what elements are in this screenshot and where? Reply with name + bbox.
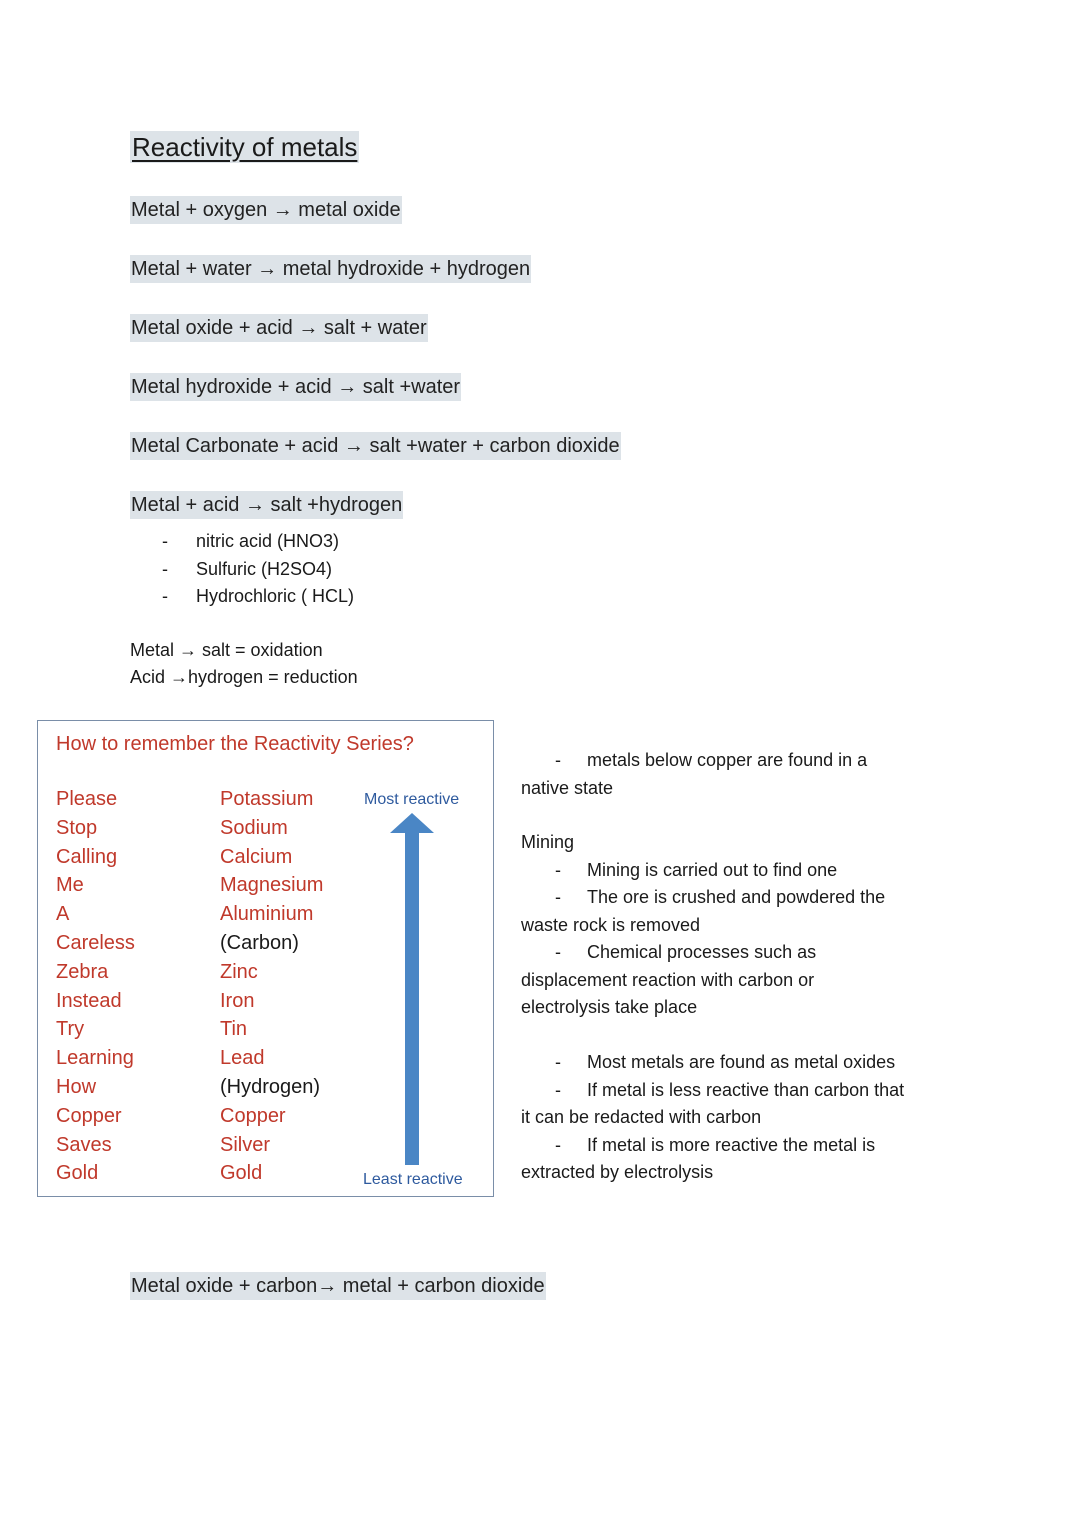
metal-name: Magnesium xyxy=(220,874,324,897)
note-line: native state xyxy=(521,777,614,798)
mnemonic-word: Me xyxy=(56,874,84,897)
equation-oxide-acid: Metal oxide + acid → salt + water xyxy=(130,314,428,342)
mining-heading: Mining xyxy=(521,832,575,852)
page-title: Reactivity of metals xyxy=(132,132,358,162)
mnemonic-word: Please xyxy=(56,788,118,810)
metal-name-carbon: (Carbon) xyxy=(220,931,299,954)
note-line: it can be redacted with carbon xyxy=(521,1107,762,1127)
mnemonic-word: Gold xyxy=(56,1162,99,1185)
list-item: - Sulfuric (H2SO4) xyxy=(160,556,354,584)
mnemonic-word: Zebra xyxy=(56,960,109,983)
note-line: - Mining is carried out to find one xyxy=(521,857,951,885)
equation-carbonate-acid: Metal Carbonate + acid → salt +water + carbon dioxide xyxy=(130,432,621,460)
mnemonic-word: Learning xyxy=(56,1047,134,1070)
metal-name: Copper xyxy=(220,1104,286,1127)
note-line: - Chemical processes such as xyxy=(521,939,951,967)
metal-name: Gold xyxy=(220,1162,263,1185)
metal-name: Silver xyxy=(220,1133,271,1156)
note-line: extracted by electrolysis xyxy=(521,1162,714,1182)
mnemonic-word: How xyxy=(56,1075,97,1098)
box-title: How to remember the Reactivity Series? xyxy=(56,733,414,755)
metal-name: Iron xyxy=(220,989,255,1012)
note-line: waste rock is removed xyxy=(521,914,701,935)
mnemonic-list xyxy=(56,785,135,1188)
extraction-note xyxy=(521,1049,951,1187)
reduction-line: Acid →hydrogen = reduction xyxy=(130,667,358,687)
mnemonic-word: A xyxy=(56,903,70,926)
metal-name: Calcium xyxy=(220,845,293,868)
acid-list xyxy=(160,528,354,611)
list-item: - Hydrochloric ( HCL) xyxy=(160,583,354,611)
list-item: - nitric acid (HNO3) xyxy=(160,528,354,556)
metal-name: Lead xyxy=(220,1047,265,1070)
note-line: electrolysis take place xyxy=(521,997,698,1017)
reactivity-series-box xyxy=(37,720,494,1197)
mnemonic-word: Instead xyxy=(56,989,122,1012)
mnemonic-word: Try xyxy=(56,1018,85,1041)
metal-name: Tin xyxy=(220,1018,248,1041)
note-line: - The ore is crushed and powdered the xyxy=(521,884,951,912)
equation-hydroxide-acid: Metal hydroxide + acid → salt +water xyxy=(130,373,461,401)
equation-oxide-carbon: Metal oxide + carbon→ metal + carbon dioxide xyxy=(130,1272,546,1300)
reactivity-arrow-icon xyxy=(390,813,434,1165)
note-line: - If metal is less reactive than carbon that xyxy=(521,1077,951,1105)
metal-name: Potassium xyxy=(220,788,314,810)
note-line: displacement reaction with carbon or xyxy=(521,969,815,990)
equation-metal-water: Metal + water → metal hydroxide + hydrogen xyxy=(130,255,531,283)
note-line: - Most metals are found as metal oxides xyxy=(521,1049,951,1077)
metal-name: Zinc xyxy=(220,960,258,983)
note-line: - metals below copper are found in a xyxy=(521,747,951,775)
mnemonic-word: Copper xyxy=(56,1104,122,1127)
note-line: - If metal is more reactive the metal is xyxy=(521,1132,951,1160)
least-reactive-label: Least reactive xyxy=(363,1171,463,1188)
mnemonic-word: Saves xyxy=(56,1133,112,1156)
oxidation-line: Metal → salt = oxidation xyxy=(130,640,323,660)
metal-list xyxy=(220,785,323,1188)
mnemonic-word: Careless xyxy=(56,931,135,954)
metal-name: Aluminium xyxy=(220,903,314,926)
metal-name: Sodium xyxy=(220,816,288,839)
equation-metal-acid: Metal + acid → salt +hydrogen xyxy=(130,491,403,519)
native-state-note xyxy=(521,747,951,802)
mnemonic-word: Stop xyxy=(56,816,98,839)
mnemonic-word: Calling xyxy=(56,845,118,868)
mining-note xyxy=(521,829,951,1022)
most-reactive-label: Most reactive xyxy=(364,791,460,808)
metal-name-hydrogen: (Hydrogen) xyxy=(220,1075,321,1098)
equation-metal-oxygen: Metal + oxygen → metal oxide xyxy=(130,196,402,224)
